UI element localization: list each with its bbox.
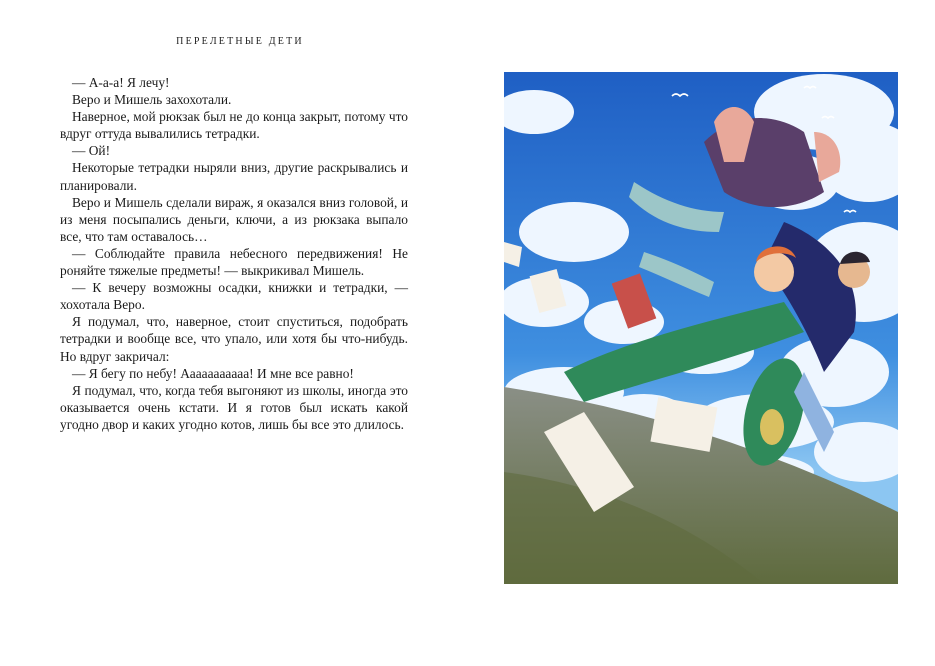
paragraph: Наверное, мой рюкзак был не до конца закрыт, потому что вдруг оттуда вывалились тетрадки. <box>60 109 408 142</box>
text-column <box>60 74 408 433</box>
paragraph: — Я бегу по небу! Ааааааааааа! И мне все равно! <box>72 365 354 381</box>
page-number: 3 <box>886 440 890 446</box>
paragraph: Я подумал, что, наверное, стоит спуститься, подобрать тетрадки и вообще все, что упало, или хотя бы что-нибудь. Но вдруг закричал: <box>60 314 408 364</box>
illustration-canvas <box>504 72 898 584</box>
paragraph: Веро и Мишель сделали вираж, я оказался вниз головой, и из меня посыпались деньги, ключи, а из рюкзака выпало все, что там оставалось… <box>60 194 408 244</box>
paragraph: — К вечеру возможны осадки, книжки и тетрадки, — хохотала Веро. <box>60 280 408 313</box>
running-header: ПЕРЕЛЕТНЫЕ ДЕТИ <box>176 36 304 47</box>
paragraph: Некоторые тетрадки ныряли вниз, другие раскрывались и планировали. <box>60 160 408 193</box>
sky-illustration <box>504 72 898 584</box>
paragraph: — Ой! <box>72 143 111 159</box>
paragraph: Веро и Мишель захохотали. <box>72 92 232 108</box>
paragraph: — Соблюдайте правила небесного передвижения! Не роняйте тяжелые предметы! — выкрикивал Мишель. <box>60 245 408 279</box>
paragraph: Я подумал, что, когда тебя выгоняют из школы, иногда это оказывается очень кстати. И я готов был искать какой угодно двор и каких угодно котов, лишь бы все это длилось. <box>60 382 408 432</box>
paragraph: — А-а-а! Я лечу! <box>72 75 170 90</box>
